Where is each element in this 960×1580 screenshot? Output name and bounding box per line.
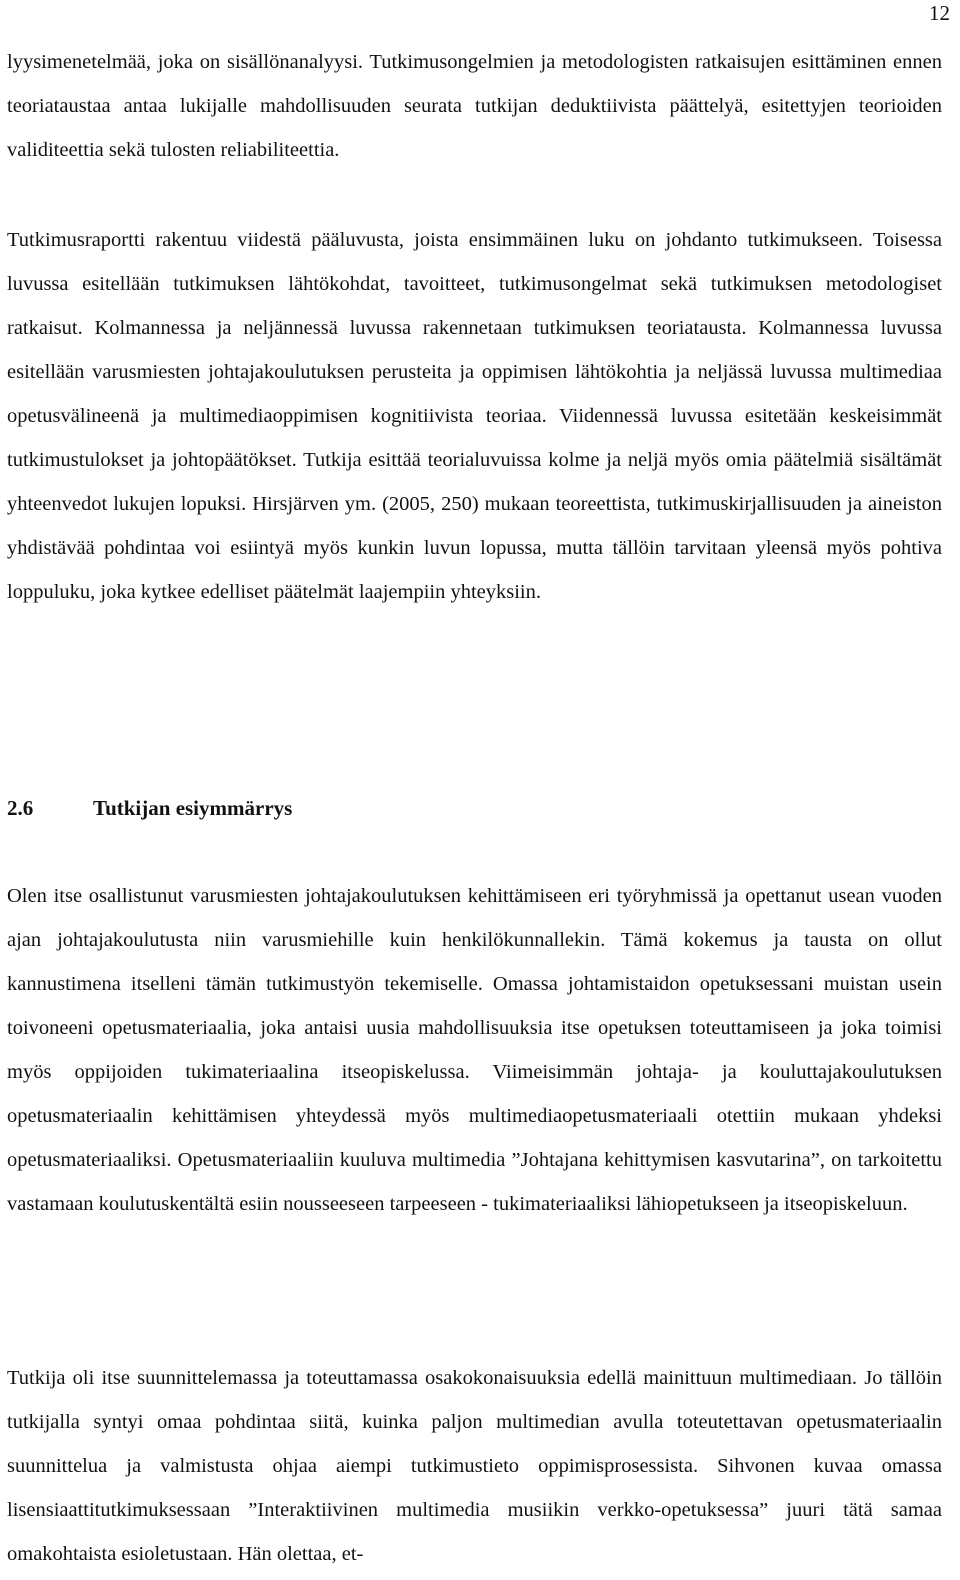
- paragraph-researcher-background: Olen itse osallistunut varusmiesten johtajakoulutuksen kehittämiseen eri työryhmissä ja opettanut usean vuoden ajan johtajakoulutusta niin varusmiehille kuin henkilökunnallekin. Tämä kokemus ja tausta on ollut kannustimena itselleni tämän tutkimustyön tekemiselle. Omassa johtamistaidon opetuksessani muistan usein toivoneeni opetusmateriaalia, joka antaisi uusia mahdollisuuksia itse opetuksen toteuttamiseen ja joka toimisi myös oppijoiden tukimateriaalina itseopiskelussa. Viimeisimmän johtaja- ja kouluttajakoulutuksen opetusmateriaalin kehittämisen yhteydessä myös multimediaopetusmateriaali otettiin mukaan yhdeksi opetusmateriaaliksi. Opetusmateriaaliin kuuluva multimedia ”Johtajana kehittymisen kasvutarina”, on tarkoitettu vastamaan koulutuskentältä esiin nousseeseen tarpeeseen - tukimateriaaliksi lähiopetukseen ja itseopiskeluun.: [7, 885, 942, 1215]
- paragraph-researcher-role: Tutkija oli itse suunnittelemassa ja toteuttamassa osakokonaisuuksia edellä mainittuun multimediaan. Jo tällöin tutkijalla syntyi omaa pohdintaa siitä, kuinka paljon multimedian avulla toteutettavan opetusmateriaalin suunnittelua ja valmistusta ohjaa aiempi tutkimustieto oppimisprosessista. Sihvonen kuvaa omassa lisensiaattitutkimuksessaan ”Interaktiivinen multimedia musiikin verkko-opetuksessa” juuri tätä samaa omakohtaista esioletustaan. Hän olettaa, et-: [7, 1367, 942, 1565]
- paragraph-method-intro: lyysimenetelmää, joka on sisällönanalyysi. Tutkimusongelmien ja metodologisten ratkaisujen esittäminen ennen teoriataustaa antaa lukijalle mahdollisuuden seurata tutkijan deduktiivista päättelyä, esitettyjen teorioiden validiteettia sekä tulosten reliabiliteettia.: [7, 51, 942, 161]
- section-title: Tutkijan esiymmärrys: [93, 796, 293, 820]
- section-heading: [7, 790, 292, 826]
- paragraph-report-structure: Tutkimusraportti rakentuu viidestä pääluvusta, joista ensimmäinen luku on johdanto tutkimukseen. Toisessa luvussa esitellään tutkimuksen lähtökohdat, tavoitteet, tutkimusongelmat sekä tutkimuksen metodologiset ratkaisut. Kolmannessa ja neljännessä luvussa rakennetaan tutkimuksen teoriatausta. Kolmannessa luvussa esitellään varusmiesten johtajakoulutuksen perusteita ja oppimisen lähtökohtia ja neljässä luvussa multimediaa opetusvälineenä ja multimediaoppimisen kognitiivista teoriaa. Viidennessä luvussa esitetään keskeisimmät tutkimustulokset ja johtopäätökset. Tutkija esittää teorialuvuissa kolme ja neljä myös omia päätelmiä sisältämät yhteenvedot lukujen lopuksi. Hirsjärven ym. (2005, 250) mukaan teoreettista, tutkimuskirjallisuuden ja aineiston yhdistävää pohdintaa voi esiintyä myös kunkin luvun lopussa, mutta tällöin tarvitaan yleensä myös pohtiva loppuluku, joka kytkee edelliset päätelmät laajempiin yhteyksiin.: [7, 229, 942, 603]
- page-number: 12: [929, 1, 950, 25]
- section-number: 2.6: [7, 796, 34, 820]
